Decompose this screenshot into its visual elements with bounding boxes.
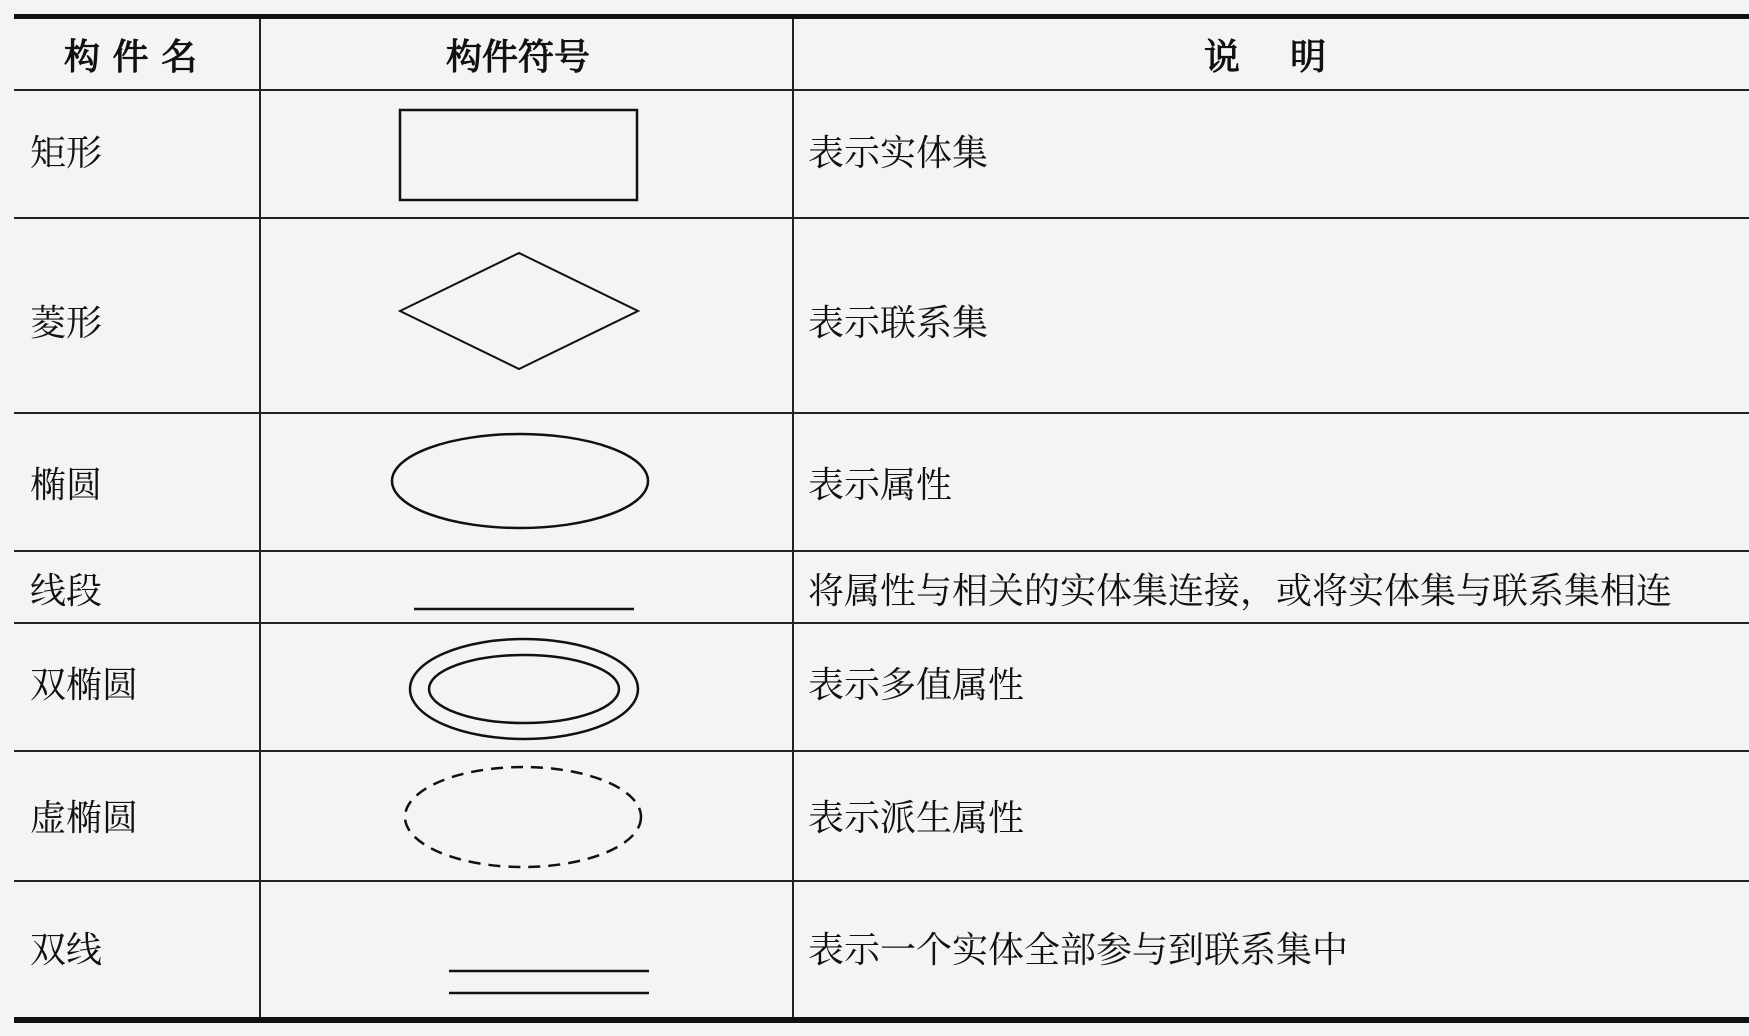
- row-desc-ellipse: 表示属性: [808, 465, 953, 506]
- double-ellipse-symbol: [404, 634, 644, 744]
- row-name-ellipse: 椭圆: [30, 465, 103, 506]
- table-top-rule: [14, 14, 1749, 19]
- column-divider-1: [259, 19, 261, 1017]
- row-divider: [14, 412, 1749, 414]
- header-divider: [14, 89, 1749, 91]
- row-desc-line-segment: 将属性与相关的实体集连接，或将实体集与联系集相连: [808, 571, 1673, 612]
- column-divider-2: [792, 19, 794, 1017]
- header-component-symbol: 构件符号: [446, 37, 591, 78]
- row-name-double-line: 双线: [30, 930, 103, 971]
- row-name-rectangle: 矩形: [30, 133, 103, 174]
- row-divider: [14, 880, 1749, 882]
- er-notation-table: [14, 14, 1749, 1029]
- row-desc-diamond: 表示联系集: [808, 303, 989, 344]
- row-divider: [14, 750, 1749, 752]
- header-description: 说 明: [1204, 37, 1327, 78]
- dashed-ellipse-symbol: [394, 762, 654, 872]
- line-segment-symbol: [409, 599, 639, 619]
- row-desc-rectangle: 表示实体集: [808, 133, 989, 174]
- header-component-name: 构 件 名: [64, 37, 198, 78]
- row-divider: [14, 550, 1749, 552]
- row-name-diamond: 菱形: [30, 303, 103, 344]
- row-name-double-ellipse: 双椭圆: [30, 665, 139, 706]
- table-bottom-rule: [14, 1017, 1749, 1023]
- ellipse-symbol: [384, 429, 654, 534]
- row-name-dashed-ellipse: 虚椭圆: [30, 798, 139, 839]
- diamond-symbol: [394, 249, 644, 384]
- row-desc-double-ellipse: 表示多值属性: [808, 665, 1025, 706]
- row-name-line-segment: 线段: [30, 571, 103, 612]
- row-desc-double-line: 表示一个实体全部参与到联系集中: [808, 930, 1349, 971]
- row-desc-dashed-ellipse: 表示派生属性: [808, 798, 1025, 839]
- row-divider: [14, 217, 1749, 219]
- row-divider: [14, 622, 1749, 624]
- double-line-symbol: [444, 961, 654, 1011]
- rectangle-symbol: [394, 104, 644, 204]
